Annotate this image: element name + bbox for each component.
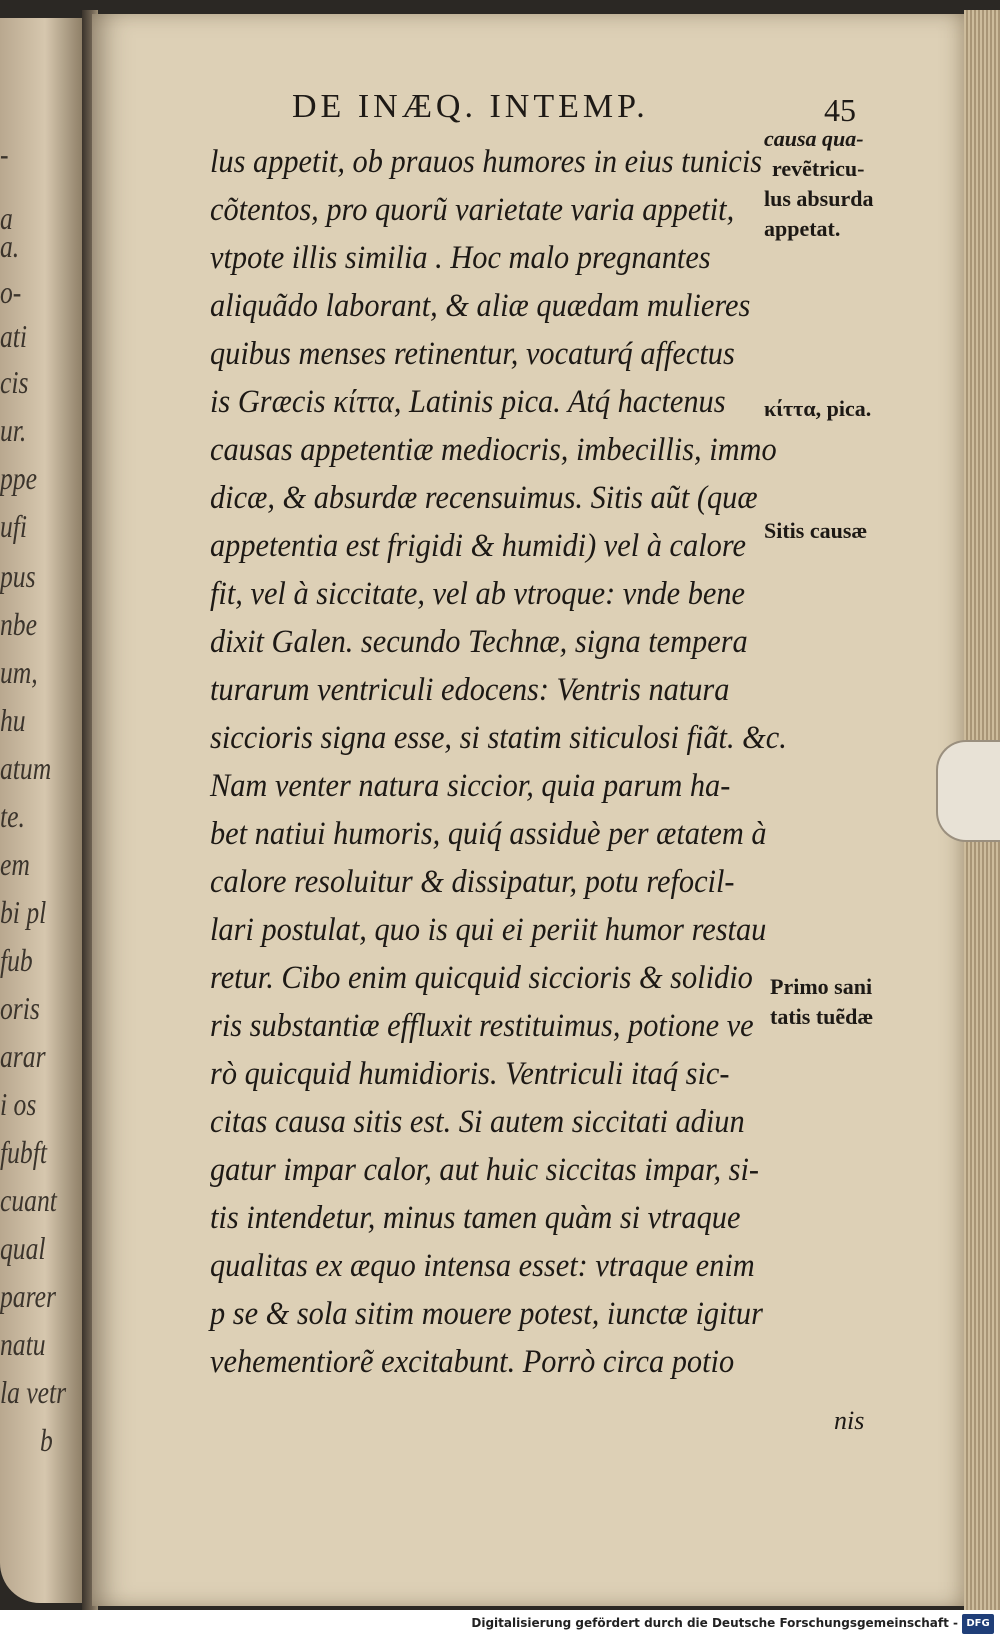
left-fragment: um, — [0, 654, 38, 690]
text-line: aliquãdo laborant, & aliæ quædam mulieres — [210, 288, 751, 324]
text-line: gatur impar calor, aut huic siccitas impar, si- — [210, 1152, 760, 1188]
text-line: causas appetentiæ mediocris, imbecillis, immo — [210, 432, 777, 468]
footer-credit: Digitalisierung gefördert durch die Deutsche Forschungsgemeinschaft - — [471, 1616, 958, 1630]
left-fragment: ppe — [0, 460, 37, 496]
text-line: retur. Cibo enim quicquid siccioris & solidio — [210, 960, 753, 996]
left-fragment: em — [0, 846, 30, 882]
left-fragment: fub — [0, 942, 33, 978]
text-line: tis intendetur, minus tamen quàm si vtraque — [210, 1200, 741, 1236]
left-page-edge — [0, 18, 82, 1603]
text-line: siccioris signa esse, si statim siticulosi fiãt. &c. — [210, 720, 787, 756]
left-fragment: ati — [0, 318, 28, 354]
text-line: dixit Galen. secundo Technæ, signa tempera — [210, 624, 748, 660]
left-fragment: cuant — [0, 1182, 57, 1218]
text-line: is Græcis κίττα, Latinis pica. Atq́ hactenus — [210, 384, 726, 420]
left-fragment: b — [40, 1422, 53, 1458]
left-fragment: pus — [0, 558, 36, 594]
text-line: qualitas ex æquo intensa esset: vtraque enim — [210, 1248, 755, 1284]
left-fragment: la vetr — [0, 1374, 67, 1410]
left-fragment: parer — [0, 1278, 56, 1314]
margin-note-line: revẽtricu- — [772, 156, 865, 181]
left-fragment: atum — [0, 750, 52, 786]
left-fragment: cis — [0, 364, 29, 400]
text-line: ris substantiæ effluxit restituimus, potione ve — [210, 1008, 754, 1044]
left-fragment: ufi — [0, 508, 28, 544]
margin-note-line: causa qua- — [764, 126, 864, 151]
text-line: lus appetit, ob prauos humores in eius tunicis — [210, 144, 763, 180]
text-line: vehementiorẽ excitabunt. Porrò circa potio — [210, 1344, 735, 1380]
margin-note — [764, 124, 873, 244]
margin-note-line: lus absurda — [764, 186, 874, 211]
left-fragment: a — [0, 200, 13, 236]
book-page — [92, 14, 964, 1606]
dfg-logo: DFG — [962, 1614, 994, 1634]
left-fragment: arar — [0, 1038, 46, 1074]
left-fragment: te. — [0, 798, 25, 834]
margin-note — [770, 972, 873, 1032]
left-fragment: bi pl — [0, 894, 47, 930]
text-line: dicæ, & absurdæ recensuimus. Sitis aũt (quæ — [210, 480, 758, 516]
margin-note-line: Primo sani — [770, 974, 873, 999]
left-fragment: hu — [0, 702, 26, 738]
text-line: lari postulat, quo is qui ei periit humor restau — [210, 912, 767, 948]
text-line: cõtentos, pro quorũ varietate varia appetit, — [210, 192, 735, 228]
text-line: rò quicquid humidioris. Ventriculi itaq́ sic- — [210, 1056, 730, 1092]
left-fragment: ur. — [0, 412, 27, 448]
left-fragment: i os — [0, 1086, 37, 1122]
margin-note — [764, 516, 867, 546]
running-header: DE INÆQ. INTEMP. — [292, 88, 649, 125]
text-line: quibus menses retinentur, vocaturq́ affectus — [210, 336, 735, 372]
text-line: turarum ventriculi edocens: Ventris natura — [210, 672, 730, 708]
left-fragment: qual — [0, 1230, 46, 1266]
text-line: vtpote illis similia . Hoc malo pregnantes — [210, 240, 711, 276]
left-fragment: fubft — [0, 1134, 47, 1170]
catchword: nis — [834, 1406, 865, 1435]
page-number: 45 — [824, 92, 856, 128]
margin-note-line: Sitis causæ — [764, 518, 868, 543]
left-fragment: oris — [0, 990, 40, 1026]
margin-note-line: κίττα, pica. — [764, 396, 872, 421]
margin-note — [764, 394, 871, 424]
footer-bar — [0, 1610, 1000, 1640]
text-line: Nam venter natura siccior, quia parum ha- — [210, 768, 731, 804]
left-fragment: - — [0, 136, 9, 172]
left-fragment: a. — [0, 228, 20, 264]
text-line: fit, vel à siccitate, vel ab vtroque: vnde bene — [210, 576, 746, 612]
text-line: appetentia est frigidi & humidi) vel à calore — [210, 528, 746, 564]
text-line: citas causa sitis est. Si autem siccitati adiun — [210, 1104, 745, 1140]
text-line: calore resoluitur & dissipatur, potu refocil- — [210, 864, 735, 900]
left-fragment: natu — [0, 1326, 46, 1362]
left-fragment: o- — [0, 274, 22, 310]
margin-note-line: tatis tuẽdæ — [770, 1004, 874, 1029]
left-fragment: nbe — [0, 606, 37, 642]
text-line: bet natiui humoris, quiq́ assiduè per ætatem à — [210, 816, 767, 852]
text-line: p se & sola sitim mouere potest, iunctæ igitur — [210, 1296, 763, 1332]
bookmark-tab — [936, 740, 1000, 842]
margin-note-line: appetat. — [764, 216, 841, 241]
